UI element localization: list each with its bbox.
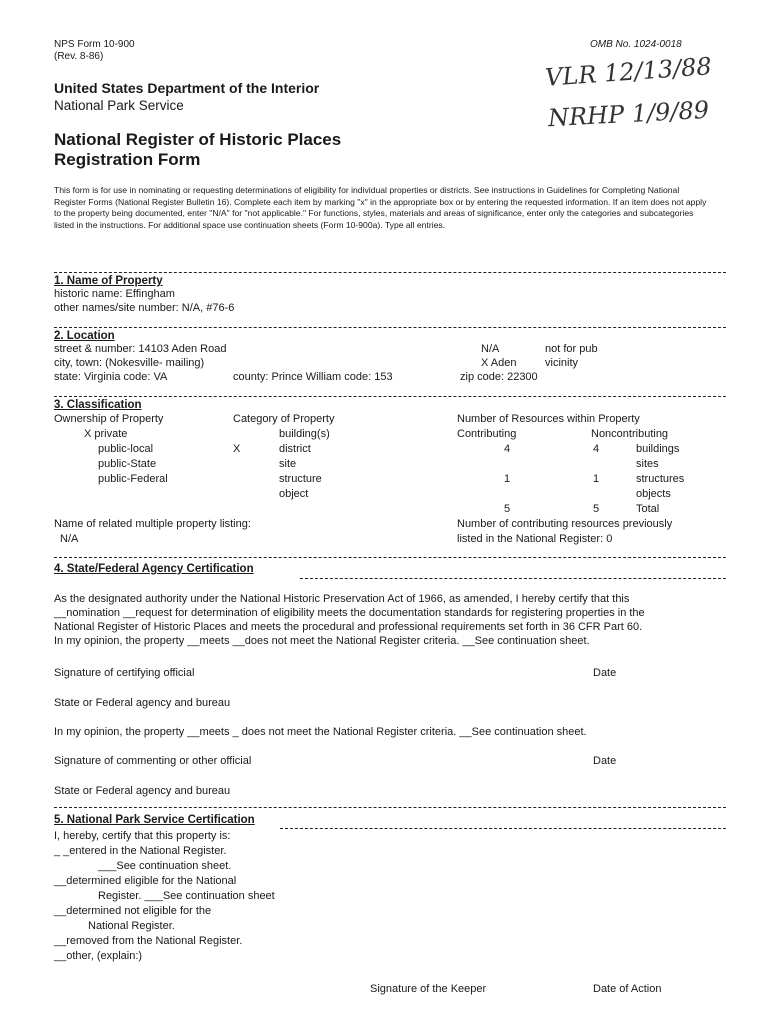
option-entered: _ _entered in the National Register. [54, 845, 227, 857]
noncontributing-heading: Noncontributing [591, 428, 669, 440]
buildings-contributing: 4 [504, 443, 511, 455]
previously-listed-label: Number of contributing resources previously [457, 518, 673, 530]
agency-bureau-1: State or Federal agency and bureau [54, 697, 231, 709]
handwritten-nrhp-date: NRHP 1/9/89 [547, 95, 710, 133]
option-not-eligible: __determined not eligible for the [54, 905, 212, 917]
cert-paragraph-line-2: __nomination __request for determination of eligibility meets the documentation standards for registering properties in the [54, 607, 645, 619]
cert-paragraph-line-1: As the designated authority under the National Historic Preservation Act of 1966, as amended, I hereby certify that this [54, 593, 630, 605]
divider [280, 828, 726, 829]
contributing-heading: Contributing [457, 428, 517, 440]
date-commenting: Date [593, 755, 617, 767]
date-of-action: Date of Action [593, 983, 662, 995]
multiple-property-listing-value: N/A [60, 533, 79, 545]
section-4-heading: 4. State/Federal Agency Certification [54, 563, 254, 575]
option-not-eligible-register: National Register. [88, 920, 175, 932]
category-structure: structure [279, 473, 322, 485]
state-code: state: Virginia code: VA [54, 371, 168, 383]
sites-label: sites [636, 458, 659, 470]
page-title: National Register of Historic Places [54, 130, 342, 149]
option-determined-eligible: __determined eligible for the National [54, 875, 237, 887]
total-noncontributing: 5 [593, 503, 600, 515]
ownership-public-federal: public-Federal [98, 473, 168, 485]
option-removed: __removed from the National Register. [54, 935, 243, 947]
ownership-private: X private [84, 428, 128, 440]
county-code: county: Prince William code: 153 [233, 371, 393, 383]
not-for-publication: not for pub [545, 343, 598, 355]
option-determined-eligible-continuation: Register. ___See continuation sheet [98, 890, 275, 902]
page-subtitle: Registration Form [54, 150, 201, 169]
option-other: __other, (explain:) [54, 950, 143, 962]
divider [54, 327, 726, 328]
structures-contributing: 1 [504, 473, 511, 485]
cert-paragraph-line-3: National Register of Historic Places and meets the procedural and professional requirements set forth in 36 CFR Part 60. [54, 621, 643, 633]
category-object: object [279, 488, 309, 500]
form-revision: (Rev. 8-86) [54, 51, 104, 62]
intro-instructions: This form is for use in nominating or requesting determinations of eligibility for individual properties or districts. See instructions in Guidelines for Completing National Register Forms (National Register Bulletin 16). Complete each item by marking "x" in the appropriate box or by entering the requested information. If an item does not apply to the property being documented, enter "N/A" for "not applicable." For functions, styles, materials and areas of significance, enter only the categories and subcategories listed in the instructions. For additional space use continuation sheets (Form 10-900a). Type all entries. [54, 185, 707, 230]
opinion-line-2: In my opinion, the property __meets _ does not meet the National Register criteria. __See continuation sheet. [54, 726, 587, 738]
multiple-property-listing-label: Name of related multiple property listing: [54, 518, 251, 530]
previously-listed-count: listed in the National Register: 0 [457, 533, 613, 545]
street-number: street & number: 14103 Aden Road [54, 343, 227, 355]
section-5-heading: 5. National Park Service Certification [54, 814, 255, 826]
buildings-label: buildings [636, 443, 680, 455]
other-names: other names/site number: N/A, #76-6 [54, 302, 235, 314]
category-x-mark: X [233, 443, 241, 455]
cert-paragraph-line-4: In my opinion, the property __meets __does not meet the National Register criteria. __See continuation sheet. [54, 635, 590, 647]
divider [54, 557, 726, 558]
ownership-public-state: public-State [98, 458, 157, 470]
objects-label: objects [636, 488, 671, 500]
resources-heading: Number of Resources within Property [457, 413, 640, 425]
category-district: district [279, 443, 311, 455]
signature-commenting-official: Signature of commenting or other official [54, 755, 252, 767]
structures-label: structures [636, 473, 685, 485]
section-2-heading: 2. Location [54, 330, 115, 342]
divider [54, 396, 726, 397]
handwritten-vlr-date: VLR 12/13/88 [544, 52, 713, 92]
vicinity-label: vicinity [545, 357, 579, 369]
section-1-heading: 1. Name of Property [54, 275, 163, 287]
agency-bureau-2: State or Federal agency and bureau [54, 785, 231, 797]
signature-certifying-official: Signature of certifying official [54, 667, 195, 679]
city-town: city, town: (Nokesville- mailing) [54, 357, 205, 369]
zip-code: zip code: 22300 [460, 371, 538, 383]
department-name: United States Department of the Interior [54, 80, 320, 96]
buildings-noncontributing: 4 [593, 443, 600, 455]
category-heading: Category of Property [233, 413, 335, 425]
ownership-heading: Ownership of Property [54, 413, 164, 425]
service-name: National Park Service [54, 98, 184, 113]
signature-keeper: Signature of the Keeper [370, 983, 487, 995]
section-3-heading: 3. Classification [54, 399, 142, 411]
keeper-certify-statement: I, hereby, certify that this property is: [54, 830, 231, 842]
category-site: site [279, 458, 297, 470]
form-number: NPS Form 10-900 [54, 39, 135, 50]
total-label: Total [636, 503, 660, 515]
total-contributing: 5 [504, 503, 511, 515]
category-building: building(s) [279, 428, 330, 440]
na-mark: N/A [481, 343, 500, 355]
omb-number: OMB No. 1024-0018 [590, 39, 682, 50]
historic-name: historic name: Effingham [54, 288, 175, 300]
divider [54, 807, 726, 808]
ownership-public-local: public-local [98, 443, 154, 455]
vicinity-mark: X Aden [481, 357, 517, 369]
date-certifying: Date [593, 667, 617, 679]
option-entered-continuation: ___See continuation sheet. [98, 860, 232, 872]
structures-noncontributing: 1 [593, 473, 600, 485]
divider [54, 272, 726, 273]
divider [300, 578, 726, 579]
